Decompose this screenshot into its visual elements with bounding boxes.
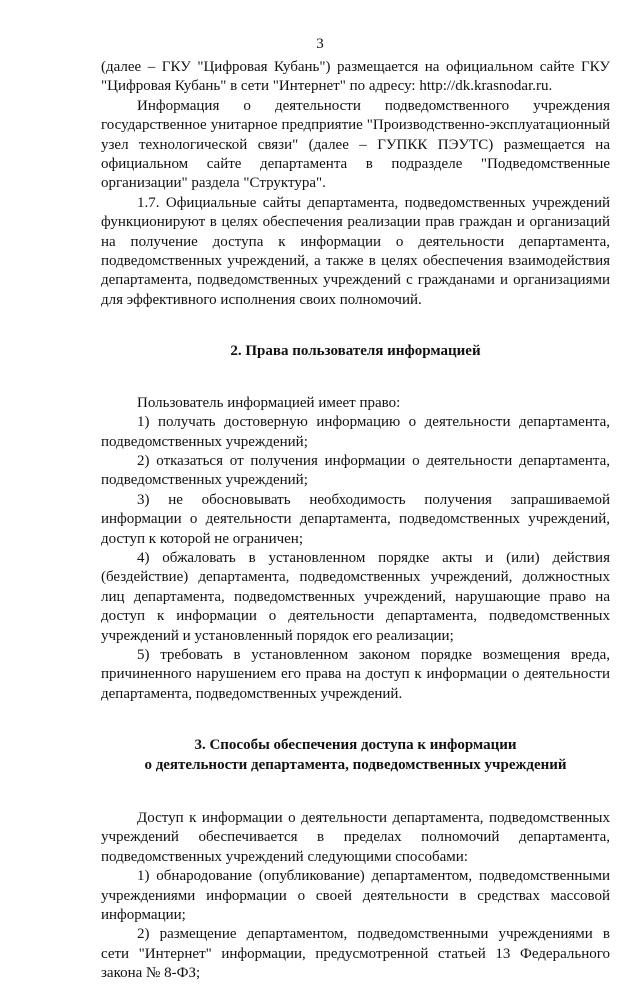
document-body	[101, 58, 610, 984]
page-number: 3	[316, 36, 324, 52]
section-3-heading-line-2: о деятельности департамента, подведомственных учреждений	[144, 756, 567, 773]
paragraph-gupkk-info: Информация о деятельности подведомственного учреждения государственное унитарное предприятие "Производственно-эксплуатационный узел технологической связи" (далее – ГУПКК ПЭУТС) размещается на официальном сайте департамента в подразделе "Подведомственные организации" раздела "Структура".	[101, 97, 610, 192]
section-2-item: 2) отказаться от получения информации о деятельности департамента, подведомственных учреждений;	[101, 452, 610, 489]
section-3-item: 1) обнародование (опубликование) департаментом, подведомственными учреждениями информации о своей деятельности в средствах массовой информации;	[101, 868, 610, 924]
section-3-heading	[101, 736, 610, 775]
section-2-item: 4) обжаловать в установленном порядке акты и (или) действия (бездействие) департамента, подведомственных учреждений, должностных лиц департамента, подведомственных учреждений, нарушающие право на доступ к информации о деятельности департамента, подведомственных учреждений и установленный порядок его реализации;	[101, 549, 610, 644]
section-2-item: 3) не обосновывать необходимость получения запрашиваемой информации о деятельности департамента, подведомственных учреждений, доступ к которой не ограничен;	[101, 491, 610, 547]
section-2-heading: 2. Права пользователя информацией	[230, 343, 481, 360]
section-2-item: 5) требовать в установленном законом порядке возмещения вреда, причиненного нарушением его права на доступ к информации о деятельности департамента, подведомственных учреждений.	[101, 646, 610, 702]
paragraph-1-7: 1.7. Официальные сайты департамента, подведомственных учреждений функционируют в целях обеспечения реализации прав граждан и организаций на получение доступа к информации о деятельности департамента, подведомственных учреждений, а также в целях обеспечения взаимодействия департамента, подведомственных учреждений с гражданами и организациями для эффективного исполнения своих полномочий.	[101, 194, 610, 308]
section-2-lead: Пользователь информацией имеет право:	[137, 394, 401, 411]
section-3-lead: Доступ к информации о деятельности департамента, подведомственных учреждений обеспечивается в пределах полномочий департамента, подведомственных учреждений следующими способами:	[101, 810, 610, 865]
section-2-item: 1) получать достоверную информацию о деятельности департамента, подведомственных учреждений;	[101, 414, 610, 450]
section-3-heading-line-1: 3. Способы обеспечения доступа к информации	[194, 737, 517, 754]
paragraph-intro-continuation: (далее – ГКУ "Цифровая Кубань") размещается на официальном сайте ГКУ "Цифровая Кубань" в сети "Интернет" по адресу: http://dk.krasnodar.ru.	[101, 59, 610, 95]
section-3-item: 2) размещение департаментом, подведомственными учреждениями в сети "Интернет" информации, предусмотренной статьей 13 Федерального закона № 8-ФЗ;	[101, 926, 610, 982]
